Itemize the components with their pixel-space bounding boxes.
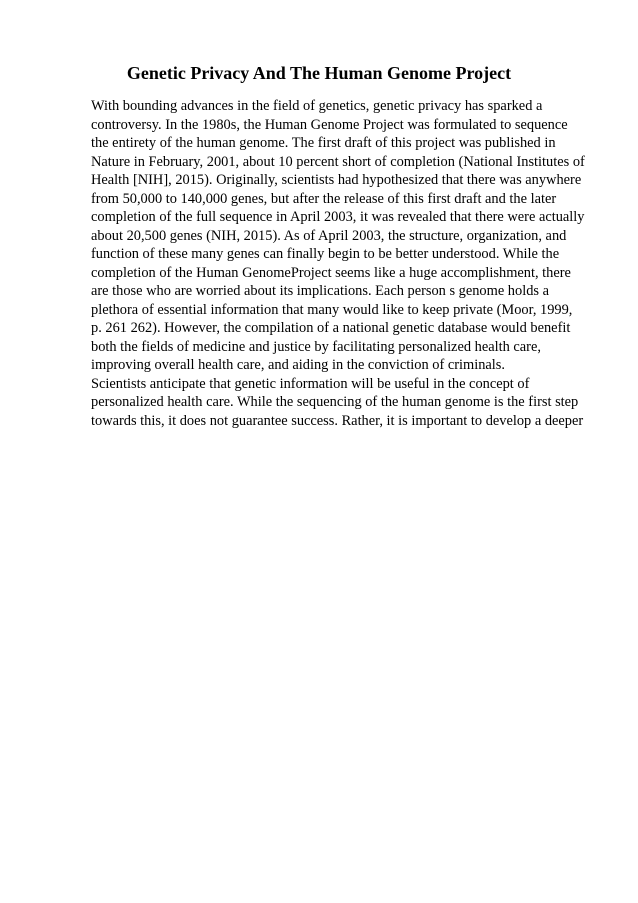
body-line: are those who are worried about its implications. Each person s genome holds a <box>91 283 549 299</box>
body-line: p. 261 262). However, the compilation of a national genetic database would benefit <box>91 320 571 336</box>
document-body <box>91 97 611 430</box>
body-line: from 50,000 to 140,000 genes, but after the release of this first draft and the later <box>91 190 557 207</box>
body-line: controversy. In the 1980s, the Human Genome Project was formulated to sequence <box>91 116 568 133</box>
body-line: towards this, it does not guarantee success. Rather, it is important to develop a deeper <box>91 412 584 429</box>
body-line: improving overall health care, and aiding in the conviction of criminals. <box>91 357 506 373</box>
body-line: Health [NIH], 2015). Originally, scientists had hypothesized that there was anywhere <box>91 172 582 188</box>
body-line: completion of the full sequence in April 2003, it was revealed that there were actually <box>91 209 585 225</box>
body-line: completion of the Human GenomeProject seems like a huge accomplishment, there <box>91 264 571 281</box>
body-line: the entirety of the human genome. The first draft of this project was published in <box>91 135 556 151</box>
body-line: both the fields of medicine and justice by facilitating personalized health care, <box>91 338 541 355</box>
document-title: Genetic Privacy And The Human Genome Project <box>126 63 512 83</box>
body-line: Nature in February, 2001, about 10 percent short of completion (National Institutes of <box>91 153 585 170</box>
body-line: function of these many genes can finally begin to be better understood. While the <box>91 246 560 262</box>
body-line: Scientists anticipate that genetic information will be useful in the concept of <box>91 375 530 392</box>
body-line: personalized health care. While the sequencing of the human genome is the first step <box>91 394 579 410</box>
body-line: plethora of essential information that many would like to keep private (Moor, 1999, <box>91 301 573 318</box>
body-line: With bounding advances in the field of genetics, genetic privacy has sparked a <box>91 98 543 114</box>
body-line: about 20,500 genes (NIH, 2015). As of April 2003, the structure, organization, and <box>91 227 567 244</box>
